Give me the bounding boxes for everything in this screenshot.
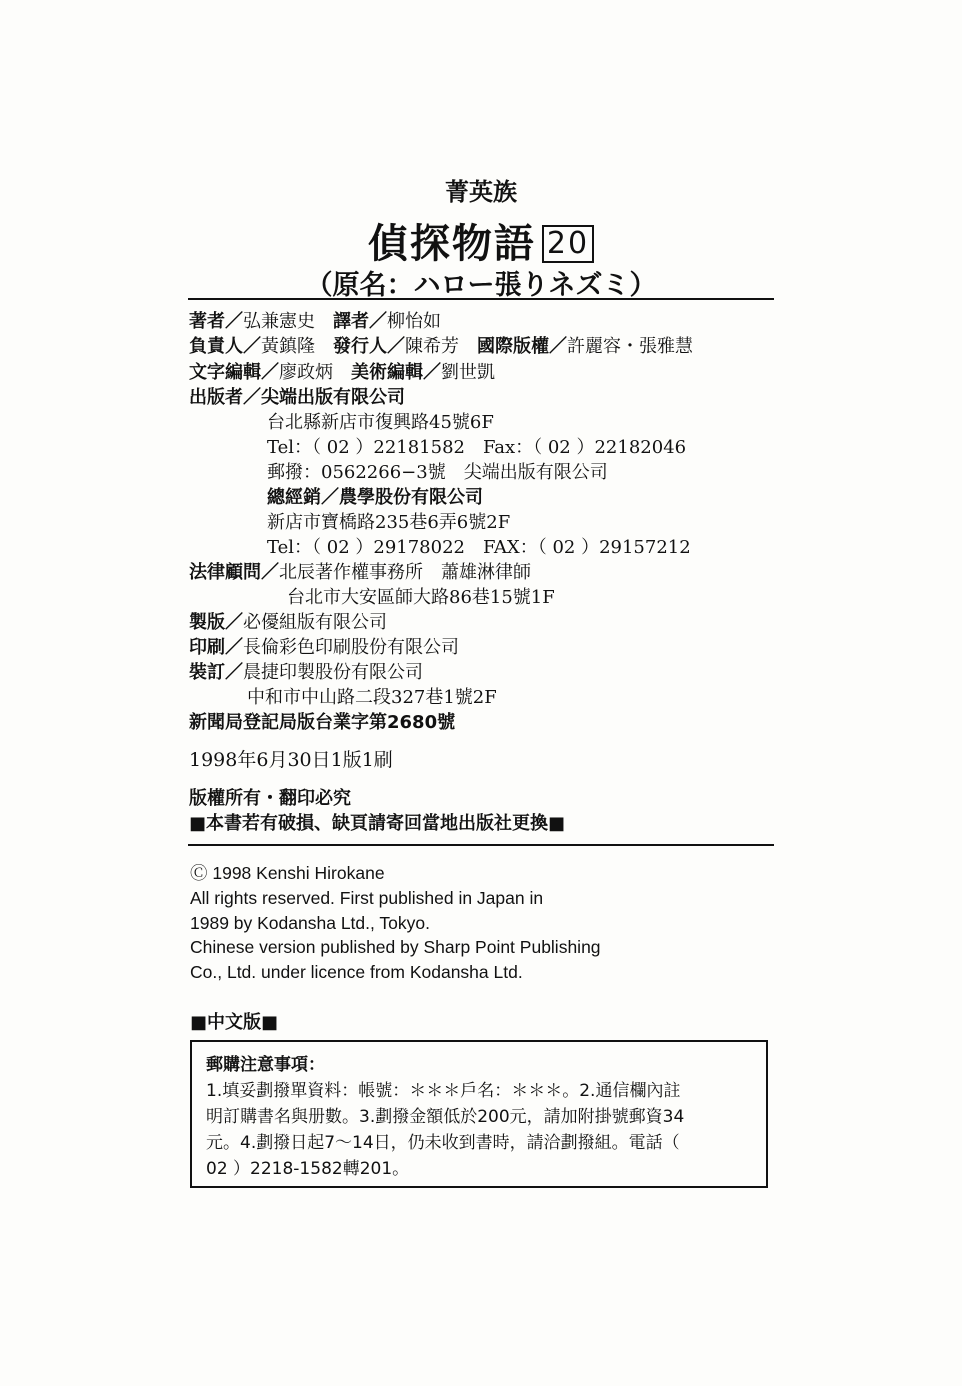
notice-line-4: 02 ）2218-1582轉201。 <box>206 1159 410 1179</box>
english-line-2: All rights reserved. First published in Japan in <box>190 888 544 908</box>
mail-order-notice <box>190 1040 768 1188</box>
legal-line: 法律顧問／北辰著作權事務所 蕭雄淋律師 <box>189 562 531 583</box>
replace-notice: ■本書若有破損、缺頁請寄回當地出版社更換■ <box>189 813 566 834</box>
print-line: 印刷／長倫彩色印刷股份有限公司 <box>189 637 459 658</box>
notice-line-3: 元。4.劃撥日起7～14日，仍未收到書時，請洽劃撥組。電話（ <box>206 1133 680 1153</box>
editor-line: 文字編輯／廖政炳 美術編輯／劉世凱 <box>189 362 495 383</box>
book-title <box>0 212 962 269</box>
legal-address: 台北市大安區師大路86巷15號1F <box>287 587 555 608</box>
chinese-edition-label: ■中文版■ <box>190 1012 279 1033</box>
original-title: （原名：ハロー張りネズミ） <box>305 270 657 301</box>
postal-account: 郵撥：0562266−3號 尖端出版有限公司 <box>267 462 608 483</box>
notice-line-2: 明訂購書名與册數。3.劃撥金額低於200元，請加附掛號郵資34 <box>206 1107 685 1127</box>
distributor-tel: Tel：（ 02 ）29178022 FAX：（ 02 ）29157212 <box>267 537 691 558</box>
binding-line: 裝訂／晨捷印製股份有限公司 <box>189 662 423 683</box>
registration-number: 新聞局登記局版台業字第2680號 <box>189 712 456 733</box>
notice-title: 郵購注意事項： <box>206 1055 325 1075</box>
publisher-address: 台北縣新店市復興路45號6F <box>267 412 494 433</box>
english-line-5: Co., Ltd. under licence from Kodansha Ltd. <box>190 962 523 982</box>
middle-divider <box>188 844 774 846</box>
volume-number: 20 <box>542 225 594 263</box>
plate-line: 製版／必優組版有限公司 <box>189 612 387 633</box>
title-text: 偵探物語 <box>367 221 536 267</box>
copyright-line: Ⓒ 1998 Kenshi Hirokane <box>190 863 385 883</box>
author-name: 弘兼憲史 <box>243 311 315 332</box>
notice-line-1: 1.填妥劃撥單資料：帳號：＊＊＊戶名：＊＊＊。2.通信欄內註 <box>206 1081 681 1101</box>
distributor-line: 總經銷／農學股份有限公司 <box>267 487 483 508</box>
translator-name: 柳怡如 <box>387 311 441 332</box>
author-line: 著者／弘兼憲史 譯者／柳怡如 <box>189 311 441 332</box>
rights-reserved: 版權所有・翻印必究 <box>189 788 351 809</box>
series-name: 菁英族 <box>445 178 517 206</box>
top-divider <box>188 298 774 300</box>
distributor-address: 新店市寶橋路235巷6弄6號2F <box>267 512 511 533</box>
english-line-4: Chinese version published by Sharp Point Publishing <box>190 937 601 957</box>
binding-address: 中和市中山路二段327巷1號2F <box>247 687 497 708</box>
publisher-tel: Tel：（ 02 ）22181582 Fax：（ 02 ）22182046 <box>267 437 687 458</box>
english-line-3: 1989 by Kodansha Ltd., Tokyo. <box>190 913 430 933</box>
publisher-line: 出版者／尖端出版有限公司 <box>189 387 405 408</box>
edition-date: 1998年6月30日1版1刷 <box>189 749 393 771</box>
responsible-line: 負責人／黃鎮隆 發行人／陳希芳 國際版權／許麗容・張雅慧 <box>189 336 693 357</box>
publisher-name: 尖端出版有限公司 <box>261 387 405 408</box>
